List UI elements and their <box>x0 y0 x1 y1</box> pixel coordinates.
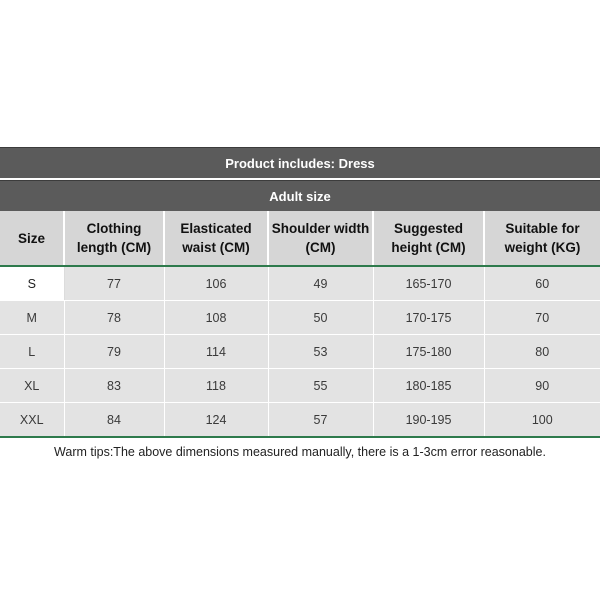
size-cell: S <box>0 266 64 301</box>
header-suggested-height: Suggested height (CM) <box>373 211 484 266</box>
header-elasticated-waist: Elasticated waist (CM) <box>164 211 268 266</box>
waist-cell: 106 <box>164 266 268 301</box>
clothing-length-cell: 79 <box>64 335 164 369</box>
size-cell: XXL <box>0 403 64 438</box>
waist-cell: 118 <box>164 369 268 403</box>
clothing-length-cell: 77 <box>64 266 164 301</box>
shoulder-cell: 49 <box>268 266 373 301</box>
height-cell: 165-170 <box>373 266 484 301</box>
size-cell: M <box>0 301 64 335</box>
weight-cell: 80 <box>484 335 600 369</box>
weight-cell: 100 <box>484 403 600 438</box>
waist-cell: 108 <box>164 301 268 335</box>
clothing-length-cell: 78 <box>64 301 164 335</box>
table-row <box>0 266 600 301</box>
size-cell: XL <box>0 369 64 403</box>
header-clothing-length: Clothing length (CM) <box>64 211 164 266</box>
height-cell: 180-185 <box>373 369 484 403</box>
height-cell: 175-180 <box>373 335 484 369</box>
table-row <box>0 335 600 369</box>
header-suitable-weight: Suitable for weight (KG) <box>484 211 600 266</box>
header-row <box>0 211 600 266</box>
shoulder-cell: 57 <box>268 403 373 438</box>
weight-cell: 90 <box>484 369 600 403</box>
size-category-title: Adult size <box>0 180 600 211</box>
weight-cell: 70 <box>484 301 600 335</box>
table-row <box>0 369 600 403</box>
size-table <box>0 211 600 438</box>
clothing-length-cell: 84 <box>64 403 164 438</box>
table-row <box>0 301 600 335</box>
height-cell: 190-195 <box>373 403 484 438</box>
size-chart <box>0 147 600 459</box>
clothing-length-cell: 83 <box>64 369 164 403</box>
waist-cell: 124 <box>164 403 268 438</box>
shoulder-cell: 50 <box>268 301 373 335</box>
header-size: Size <box>0 211 64 266</box>
product-title: Product includes: Dress <box>0 147 600 178</box>
waist-cell: 114 <box>164 335 268 369</box>
table-row <box>0 403 600 438</box>
size-cell: L <box>0 335 64 369</box>
shoulder-cell: 55 <box>268 369 373 403</box>
shoulder-cell: 53 <box>268 335 373 369</box>
header-shoulder-width: Shoulder width (CM) <box>268 211 373 266</box>
weight-cell: 60 <box>484 266 600 301</box>
warm-tips-note: Warm tips:The above dimensions measured manually, there is a 1-3cm error reasonable. <box>54 445 546 459</box>
height-cell: 170-175 <box>373 301 484 335</box>
